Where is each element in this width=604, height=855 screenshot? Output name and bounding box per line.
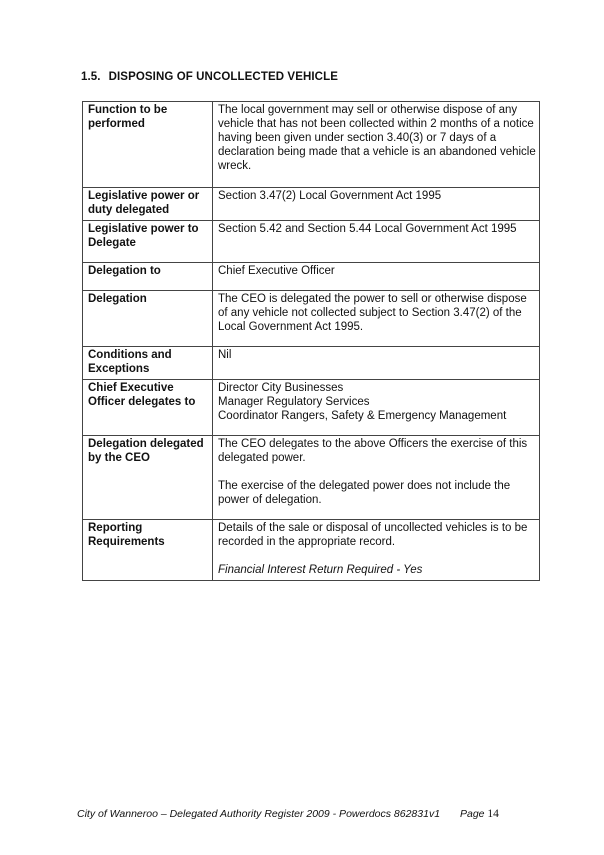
row-label: Legislative power to Delegate	[83, 221, 213, 263]
table-row	[83, 436, 540, 520]
table-row	[83, 347, 540, 380]
table-row	[83, 221, 540, 263]
row-paragraph: Financial Interest Return Required - Yes	[218, 564, 423, 576]
page-number: 14	[487, 808, 499, 820]
row-label: Reporting Requirements	[83, 520, 213, 581]
delegate-line: Coordinator Rangers, Safety & Emergency Management	[218, 410, 507, 422]
row-label: Function to be performed	[83, 102, 213, 188]
row-paragraph: Section 5.42 and Section 5.44 Local Government Act 1995	[218, 223, 517, 235]
footer-text: City of Wanneroo – Delegated Authority Register 2009 - Powerdocs 862831v1	[77, 808, 441, 820]
table-row	[83, 188, 540, 221]
row-value	[213, 380, 540, 436]
section-number: 1.5.	[81, 71, 101, 83]
page-footer	[77, 808, 499, 820]
row-label: Delegation delegated by the CEO	[83, 436, 213, 520]
row-paragraph: The CEO delegates to the above Officers the exercise of this delegated power.	[218, 438, 528, 464]
row-label: Conditions and Exceptions	[83, 347, 213, 380]
table-row	[83, 380, 540, 436]
row-paragraph: The exercise of the delegated power does not include the power of delegation.	[218, 480, 511, 506]
page-number-block	[460, 808, 499, 820]
row-paragraph: Nil	[218, 349, 232, 361]
row-label: Legislative power or duty delegated	[83, 188, 213, 221]
row-value	[213, 436, 540, 520]
row-value	[213, 188, 540, 221]
table-row	[83, 263, 540, 291]
row-label: Chief Executive Officer delegates to	[83, 380, 213, 436]
row-paragraph: Section 3.47(2) Local Government Act 1995	[218, 190, 442, 202]
row-value	[213, 102, 540, 188]
section-title: DISPOSING OF UNCOLLECTED VEHICLE	[108, 71, 338, 83]
row-value	[213, 221, 540, 263]
delegate-line: Director City Businesses	[218, 382, 344, 394]
row-label: Delegation	[83, 291, 213, 347]
row-value	[213, 520, 540, 581]
row-paragraph: The CEO is delegated the power to sell or otherwise dispose of any vehicle not collected subject to Section 3.47(2) of the Local Government Act 1995.	[218, 293, 527, 333]
row-paragraph: The local government may sell or otherwise dispose of any vehicle that has not been collected within 2 months of a notice having been given under section 3.40(3) or 7 days of a declaration being made that a vehicle is an abandoned vehicle wreck.	[218, 104, 536, 172]
row-value	[213, 291, 540, 347]
table-row	[83, 291, 540, 347]
delegation-table	[82, 101, 540, 581]
table-row	[83, 102, 540, 188]
row-value	[213, 263, 540, 291]
row-label: Delegation to	[83, 263, 213, 291]
row-paragraph: Chief Executive Officer	[218, 265, 335, 277]
delegate-line: Manager Regulatory Services	[218, 396, 370, 408]
row-paragraph: Details of the sale or disposal of uncollected vehicles is to be recorded in the appropriate record.	[218, 522, 528, 548]
page-label: Page	[460, 808, 485, 820]
row-value	[213, 347, 540, 380]
table-row	[83, 520, 540, 581]
section-heading	[81, 71, 338, 83]
